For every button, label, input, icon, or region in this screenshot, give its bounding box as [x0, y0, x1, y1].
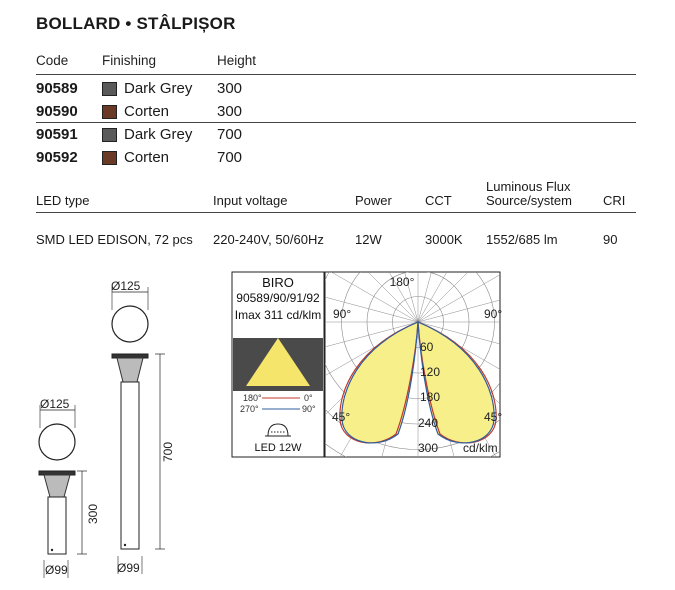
- flux-header-line2: Source/system: [486, 193, 572, 208]
- product-code: 90592: [36, 149, 78, 166]
- power-value: 12W: [355, 232, 382, 247]
- height-header: Height: [217, 53, 257, 68]
- short-diameter-bottom-label: Ø99: [45, 563, 68, 577]
- tall-height-label: 700: [161, 441, 175, 462]
- led-type-header: LED type: [36, 193, 90, 208]
- flux-header-line1: Luminous Flux: [486, 179, 571, 194]
- short-diameter-top-label: Ø125: [40, 397, 70, 411]
- photometric-brand: BIRO: [262, 275, 294, 290]
- angle-right-45-label: 45°: [484, 410, 503, 424]
- radial-label-180: 180: [420, 390, 441, 404]
- cct-header: CCT: [425, 193, 452, 208]
- flux-value: 1552/685 lm: [486, 232, 558, 247]
- cri-header: CRI: [603, 193, 626, 208]
- photometric-imax: Imax 311 cd/klm: [234, 308, 322, 322]
- polar-spoke: [418, 192, 643, 322]
- lamp-label: LED 12W: [254, 442, 302, 454]
- short-top-view-circle: [39, 424, 75, 460]
- short-bollard-drawing: [39, 397, 100, 578]
- cri-value: 90: [603, 232, 618, 247]
- tall-cap: [112, 354, 148, 358]
- tall-bollard-drawing: [111, 279, 175, 575]
- legend-b-left: 270°: [240, 404, 259, 414]
- finish-name: Dark Grey: [124, 126, 193, 143]
- cct-value: 3000K: [425, 232, 463, 247]
- radial-label-120: 120: [420, 365, 441, 379]
- input-voltage-header: Input voltage: [213, 193, 288, 208]
- finish-name: Corten: [124, 103, 170, 120]
- tall-diameter-bottom-label: Ø99: [117, 561, 140, 575]
- finishing-header: Finishing: [102, 53, 157, 68]
- height-value: 300: [217, 103, 243, 120]
- short-diffuser: [44, 475, 70, 497]
- angle-left-45-label: 45°: [332, 410, 351, 424]
- tall-body: [121, 382, 139, 549]
- unit-label: cd/klm: [463, 441, 498, 455]
- photometric-codes: 90589/90/91/92: [236, 291, 320, 305]
- radial-label-300: 300: [418, 441, 439, 455]
- input-voltage-value: 220-240V, 50/60Hz: [213, 232, 324, 247]
- short-height-label: 300: [86, 503, 100, 524]
- product-code: 90590: [36, 103, 78, 120]
- tall-diameter-top-label: Ø125: [111, 279, 141, 293]
- angle-right-90-label: 90°: [484, 307, 503, 321]
- height-value: 700: [217, 149, 243, 166]
- product-code: 90591: [36, 126, 78, 143]
- short-body: [48, 497, 66, 554]
- led-type-value: SMD LED EDISON, 72 pcs: [36, 232, 193, 247]
- photometric-legend: [232, 272, 324, 457]
- legend-b-right: 90°: [302, 404, 316, 414]
- angle-top-label: 180°: [389, 275, 415, 289]
- code-header: Code: [36, 53, 69, 68]
- tall-top-view-circle: [112, 306, 148, 342]
- radial-label-240: 240: [418, 416, 439, 430]
- height-value: 700: [217, 126, 243, 143]
- radial-label-60: 60: [420, 340, 434, 354]
- polar-spoke: [418, 138, 602, 322]
- short-cap: [39, 471, 75, 475]
- finish-name: Corten: [124, 149, 170, 166]
- tall-diffuser: [117, 358, 143, 382]
- legend-a-left: 180°: [243, 393, 262, 403]
- legend-a-right: 0°: [304, 393, 313, 403]
- height-value: 300: [217, 80, 243, 97]
- product-code: 90589: [36, 80, 78, 97]
- finish-name: Dark Grey: [124, 80, 193, 97]
- page-title: BOLLARD • STÂLPIȘOR: [36, 14, 236, 33]
- angle-left-90-label: 90°: [333, 307, 352, 321]
- power-header: Power: [355, 193, 392, 208]
